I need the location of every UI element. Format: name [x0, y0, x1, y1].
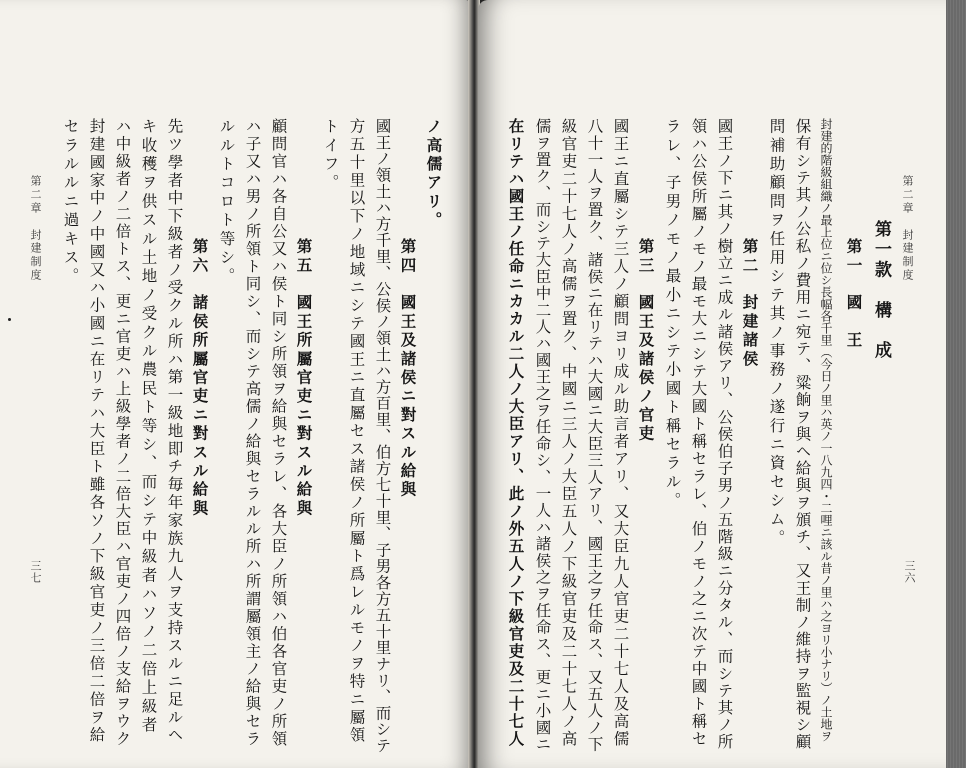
para1-line1: 封建的階級組織ノ最上位ニ位シ長幅各千里（今日ノ里ハ英ノ一八九四・二哩ニ該ル昔ノ里ハ之ヨリ小ナリ）ノ土地ヲ	[819, 118, 833, 742]
para2-line2: 領ハ公侯所屬ノモノ最モ大ニシテ大國ト稱セラレ、伯ノモノ之ニ次テ中國ト稱セ	[689, 118, 708, 748]
right-page-number: 三六	[903, 560, 916, 584]
subsection-4-heading: 第四 國王及諸侯ニ對スル給與	[398, 238, 418, 500]
para2-line1: 國王ノ下ニ其ノ樹立ニ成ル諸侯アリ、公侯伯子男ノ五階級ニ分タル、而シテ其ノ所	[715, 118, 734, 751]
para6-line2: キ收穫ヲ供スル土地ノ受クル農民ト等シ、而シテ中級者ハソノ二倍上級者	[139, 118, 158, 736]
para4-line3: トイフ。	[321, 118, 340, 193]
subsection-6-heading: 第六 諸侯所屬官吏ニ對スル給與	[190, 238, 210, 519]
continuation-line: ノ高儒アリ。	[424, 118, 444, 231]
subsection-5-heading: 第五 國王所屬官吏ニ對スル給與	[294, 238, 314, 519]
para1-line3: 問補助顧問ヲ任用シテ其ノ事務ノ遂行ニ資セシム。	[767, 118, 786, 549]
right-running-header: 第二章 封建制度	[901, 175, 914, 283]
para5-line3: ルルトコロト等シ。	[217, 118, 236, 287]
subsection-3-heading: 第三 國王及諸侯ノ官吏	[636, 238, 656, 444]
para3-line3: 級官吏二十七人ノ高儒ヲ置ク、中國ニ三人ノ大臣五人ノ下級官吏及二十七人ノ高	[559, 118, 578, 748]
para3-line1: 國王ニ直屬シテ三人ノ顧問ヨリ成ル助言者アリ、又大臣九人官吏二十七人及高儒	[611, 118, 630, 748]
para3-line2: 八十一人ヲ置ク、諸侯ニ在リテハ大國ニ大臣三人アリ、國王之ヲ任命ス、又五人ノ下	[585, 118, 604, 753]
para2-line3: ラレ、子男ノモノ最小ニシテ小國ト稱セラル。	[663, 118, 682, 511]
para5-line2: ハ子又ハ男ノ所領ト同シ、而シテ高儒ノ給與セラルル所ハ所謂屬領主ノ給與セラ	[243, 118, 262, 748]
left-page	[0, 0, 470, 768]
para4-line1: 國王ノ領土ハ方千里、公侯ノ領土ハ方百里、伯方七十里、子男各方五十里ナリ、而シテ	[373, 118, 392, 754]
para3-line4: 儒ヲ置ク、而シテ大臣中二人ハ國王之ヲ任命シ、一人ハ諸侯之ヲ任命ス、更ニ小國ニ	[533, 118, 552, 753]
para6-line5: セラルルニ過キス。	[61, 118, 80, 287]
right-page	[478, 0, 946, 768]
para6-line3: ハ中級者ノ二倍トス、更ニ官吏ハ上級學者ノ二倍大臣ハ官吏ノ四倍ノ支給ヲウク	[113, 118, 132, 748]
para3-line5: 在リテハ國王ノ任命ニカカル二人ノ大臣アリ、此ノ外五人ノ下級官吏及二十七人	[506, 118, 526, 748]
para1-line2: 保有シテ其ノ公私ノ費用ニ宛テ、粱餉ヲ與ヘ給與ヲ頒チ、又王制ノ維持ヲ監視シ顧	[793, 118, 812, 751]
subsection-2-heading: 第二 封建諸侯	[740, 238, 760, 369]
left-running-header: 第二章 封建制度	[29, 175, 42, 283]
para5-line1: 顧問官ハ各自公又ハ侯ト同シ所領ヲ給與セラレ、各大臣ノ所領ハ伯各官吏ノ所領	[269, 118, 288, 748]
page-speck	[8, 318, 11, 321]
para6-line4: 封建國家中ノ中國又ハ小國ニ在リテハ大臣ト雖各ソノ下級官吏ノ三倍二倍ヲ給	[87, 118, 106, 745]
subsection-1-heading: 第一 國 王	[844, 238, 864, 351]
left-page-number: 三七	[29, 560, 42, 584]
para6-line1: 先ツ學者中下級者ノ受クル所ハ第一級地即チ毎年家族九人ヲ支持スルニ足ルヘ	[165, 118, 184, 745]
section-heading: 第一款 構 成	[871, 220, 891, 362]
page-edges	[946, 0, 966, 768]
para4-line2: 方五十里以下ノ地域ニシテ國王ニ直屬セス諸侯ノ所屬ト爲レルモノヲ特ニ屬領	[347, 118, 366, 745]
